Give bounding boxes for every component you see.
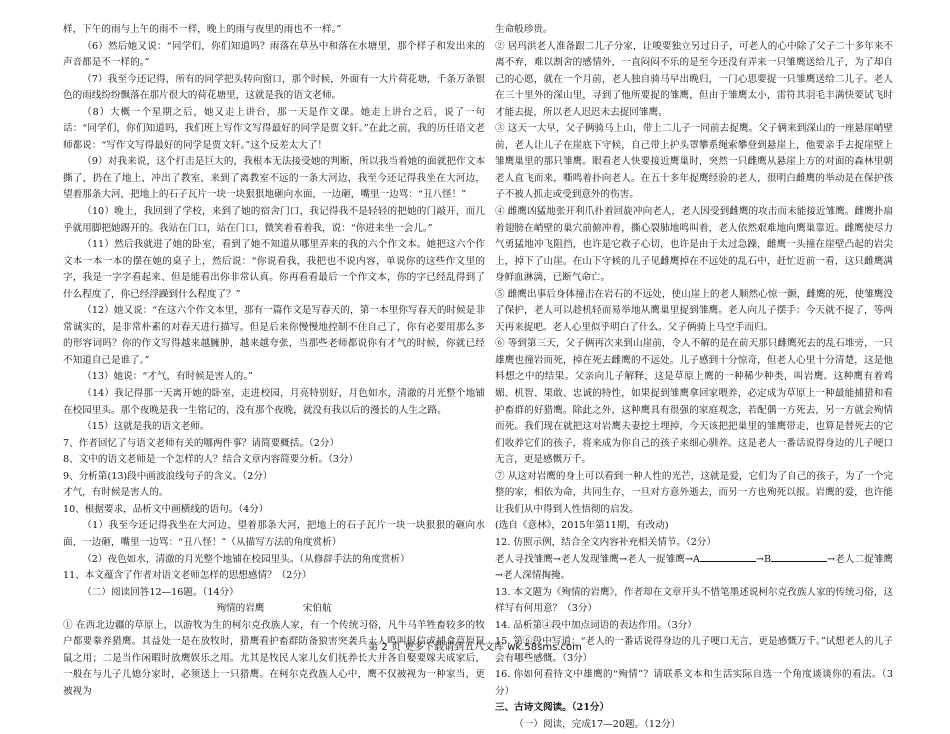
paragraph-5-end: 样，下午的雨与上午的雨不一样，晚上的雨与夜里的雨也不一样。”: [63, 24, 342, 35]
question-12: 12. 仿照示例，结合全文内容补充相关情节。（2分）: [495, 536, 717, 548]
question-12-chain: [495, 552, 893, 585]
question-11: 11、本文蕴含了作者对语文老师怎样的思想感情？（2分）: [63, 570, 312, 582]
article-title: 殉情的岩鹰: [216, 603, 265, 615]
chain-part-a: 老人寻找雏鹰→老人发现雏鹰→老人一捉雏鹰→A: [495, 553, 700, 565]
article-author: 宋伯航: [302, 603, 332, 615]
article-paragraph-1: ① 在西北边疆的草原上，以游牧为生的柯尔克孜族人家，有一个传统习俗，凡牛马羊牲畜较多的牧户都要豢养猎鹰。其益处一是在放牧时，猎鹰看护畜群防备狼害突袭兵士人鸣叫报信或捕食草原鼠鼠之用；二是当作闲暇时放鹰娱乐之用。尤其是牧民人家儿女们抚养长大并各自娶要嫁夫成家后，一般在与儿子儿媳分家时，必须送上一只猎鹰。在柯尔克孜族人心中，鹰不仅被视为一种家当，更被视为: [63, 619, 485, 697]
left-column: [63, 22, 485, 700]
article-source: (选自《意林》，2015年第11期，有改动): [495, 520, 669, 532]
article-paragraph-5: ⑤ 雌鹰出事后身体撞击在岩石的不远处，使山崖上的老人顺然心惊一颤，雌鹰的死，使雏鹰没了保护，老人可以趁机轻而易举地从鹰巢里捉到雏鹰。老人向儿子摆手：今天就不捉了，等两天再来捉吧。老人心里似乎明白了什么。父子俩骑上马空手而归。: [495, 288, 893, 333]
article-paragraph-4: ④ 雌鹰凶猛地张开利爪扑着回旋冲向老人，老人因受到雌鹰的攻击而未能接近雏鹰。雌鹰扑扇着翅膀在峭壁的巢穴前俯冲着，撕心裂肺地鸣叫着，老人依然艰难地向鹰巢靠近。雌鹰使尽力气勇猛地冲飞阻挡，也许是它救子心切，也许是由于太过急躁，雌鹰一头撞在崖壁凸起的岩尖上，掉下了山崖。在山下守候的儿子见雌鹰掉在不远处的乱石中，赶忙近前一看，这只雌鹰满身鲜血淋漓，已断气命亡。: [495, 206, 893, 284]
question-8: 8、文中的语文老师是一个怎样的人？结合文章内容简要分析。（3分）: [63, 454, 359, 466]
question-14: 14. 品析第④段中加点词语的表达作用。（3分）: [495, 619, 697, 631]
blank-b[interactable]: [771, 552, 827, 562]
question-10: 10、根据要求，品析文中画横线的语句。（4分）: [63, 503, 269, 515]
chain-part-b: →B: [755, 553, 772, 565]
page-footer: 第 2 页 更多下载请到五八文库 wk.58sms.com: [368, 642, 582, 653]
paragraph-8: （8）大概一个星期之后，她又走上讲台，那一天是作文课。她走上讲台之后，说了一句话：“同学们，你们知道吗，我们班上写作文写得最好的同学是贾文轩。”在此之前，我的历任语文老师都说：“写作文写得最好的同学是贾文轩。”这个反差太大了！: [63, 106, 485, 151]
article-paragraph-2: ② 居玛洪老人准备跟二儿子分家，让唆要独立另过日子，可老人的心中除了父子二十多年来不离不弃，难以割舍的感情外，一直闷闷不乐的是至今还没有弄来一只雏鹰送给儿子，为了却自己的心愿，就在一个月前，老人独自骑马早出晚归，一门心思要捉一只雏鹰送给二儿子。老人在三十里外的深山里，寻到了他所要捉的雏鹰，但由于雏鹰太小，雷符其羽毛丰满快要试飞时才能去捉，所以老人迟迟未去捉回雏鹰。: [495, 40, 893, 118]
section-three-heading: 三、古诗文阅读。（21分）: [495, 702, 610, 714]
paragraph-14: （14）我记得那一天离开她的卧室，走进校园，月亮特别好，月色如水，清澈的月光整个地铺在校园里头。那个夜晚是我一生铭记的，没有那个夜晚，就没有我以后的漫长的人生之路。: [63, 388, 485, 416]
paragraph-10: （10）晚上，我回到了学校，来到了她的宿舍门口，我记得我不是轻轻的把她的门敲开，而几乎就用脚把她踢开的。我站在门口，站在门口，微笑着看着我，说：“你进来坐一会儿。”: [63, 206, 485, 234]
right-column: [495, 22, 893, 734]
article-paragraph-3: ③ 这天一大早，父子俩骑马上山，带上二儿子一同前去捉鹰。父子俩来到深山的一座悬崖峭壁前，老人让儿子在崖底下守候，自己带上护头罩攀系绳索攀登到悬崖上，他要亲手去捉崖壁上雏鹰巢里的那只雏鹰。眼看老人快要接近鹰巢时，突然一只雌鹰从悬崖上方的对面的森林里朝老人直飞而来，嘶鸣着扑向老人。在五十多年捉鹰经验的老人，很明白雌鹰的举动是在保护孩子不被人抓走或受到意外的伤害。: [495, 123, 893, 201]
question-9-quote: 才气，有时候是害人的。: [63, 487, 169, 499]
chain-part-c: →老人二捉雏鹰→老人深情掏掩。: [495, 553, 893, 582]
question-10-1: （1）我至今还记得我坐在大河边，望着那条大河，把地上的石子瓦片一块一块狠狠的砸向水面，一边砸，嘴里一边骂：“丑八怪！”（从描写方法的角度赏析）: [63, 520, 485, 548]
paragraph-15: （15）这就是我的语文老师。: [82, 421, 210, 433]
paragraph-13: （13）她说：“才气，有时候是害人的。”: [82, 371, 253, 383]
paragraph-11: （11）然后我就进了她的卧室，看到了她不知道从哪里弄来的我的六个作文本。她把这六个作文本一本一本的摆在她的桌子上，然后说：“你说看我，我把也不说内容，单说你的这些作文里的字，我是一字字看起来、但是能看出你非常认真。你再看看最后一个作文本，你的字已经乱得到了什么程度了，你已经浮躁到什么程度了？”: [63, 239, 485, 300]
reading-heading: （二）阅读回答12—16题。（14分）: [82, 586, 239, 598]
question-7: 7、作者回忆了与语文老师有关的哪两件事？请简要概括。（2分）: [63, 437, 340, 449]
paragraph-12: （12）她又说：“在这六个作文本里，那有一篇作文是写春天的，第一本里你写春天的时候是非常诚实的，是非常朴素的对春天进行描写。但是后来你慢慢地控制不住自己了，你有必要用那么多的形容词吗？你的作文写得越来越臃肿，越来越夸张，当那些老师都说你有才气的时候，你就已经不知道自己是谁了。”: [63, 305, 485, 366]
paragraph-7: （7）我至今还记得，所有的同学把头转向窗口，那个时候，外面有一大片荷花塘，千条万条银色的雨线纷纷飘落在那片很大的荷花塘里，这就是我的语文老师。: [63, 73, 485, 102]
question-10-2: （2）夜色如水，清澈的月光整个地铺在校园里头。（从修辞手法的角度赏析）: [82, 553, 410, 565]
section-sub-heading: （一）阅读，完成17—20题。（12分）: [514, 718, 681, 730]
article-paragraph-7: ⑦ 从这对岩鹰的身上可以看到一种人性的光芒，这就是爱，它们为了自己的孩子，为了一个完整的家，相依为命，共同生存，一旦对方意外逝去，而另一方也殉死以报。岩鹰的爱，也许能让我们从中得到人性悟彻的启发。: [495, 470, 893, 515]
paragraph-9: （9）对我来说，这个打击是巨大的，我根本无法接受她的判断，所以我当着她的面就把作文本撕了，扔在了地上，冲出了教室，来到了离教室不远的一条大河边，我至今还记得我坐在大河边，望着那条大河，把地上的石子瓦片一块一块狠狠地砸向水面，一边砸，嘴里一边骂：“丑八怪！”: [63, 156, 485, 201]
question-9: 9、分析第(13)段中画波浪线句子的含义。（2分）: [63, 470, 273, 482]
blank-a[interactable]: [700, 552, 756, 562]
article-paragraph-6: ⑥ 等到第三天，父子俩再次来到山崖前，令人不解的是在前天那只雌鹰死去的乱石堆旁，一只雄鹰也撞岩而死，掉在死去雌鹰的不远处。儿子感到十分惊奇，但老人心里十分清楚，这是他料想之中的结果。父亲向儿子解释，这是草原上鹰的一种稀少种类，叫岩鹰。这种鹰有着鸡媚、机智、果敢、忠诚的特性，如果捉到雏鹰拿回家喂养，必定成为草原上一种最能捕猎和看护畜群的好猎鹰。除此之外，这种鹰具有很强的家庭观念，若配偶一方死去，另一方就会殉情而死。我们现在就把这对岩鹰夫妻挖土埋掉，今天该把把巢里的雏鹰带走，也算是替死去的它们收养它们的孩子，将来成为你自己的孩子来细心驯养。这是老人一番话说得身边的儿子哽口无言，更是感慨万千。: [495, 338, 893, 466]
question-16: 16. 你如何看待文中雄鹰的“殉情”？请联系文本和生活实际自选一个角度谈谈你的看法。（3分）: [495, 669, 893, 697]
question-15: 15. 第⑥段中写道：“老人的一番话说得身边的儿子哽口无言，更是感慨万千。”试想老人的儿子会有哪些感慨。（3分）: [495, 636, 893, 664]
question-13: 13. 本文题为《殉情的岩鹰》，作者却在文章开头不惜笔墨述说柯尔克孜族人家的传统习俗，这样写有何用意？（3分）: [495, 586, 893, 615]
article-paragraph-1-end: 生命般珍贵。: [495, 24, 553, 35]
paragraph-6: （6）然后她又说：“同学们，你们知道吗？雨落在草丛中和落在水塘里，那个样子和发出来的声音都是不一样的。”: [63, 40, 485, 69]
article-title-line: [63, 601, 485, 618]
